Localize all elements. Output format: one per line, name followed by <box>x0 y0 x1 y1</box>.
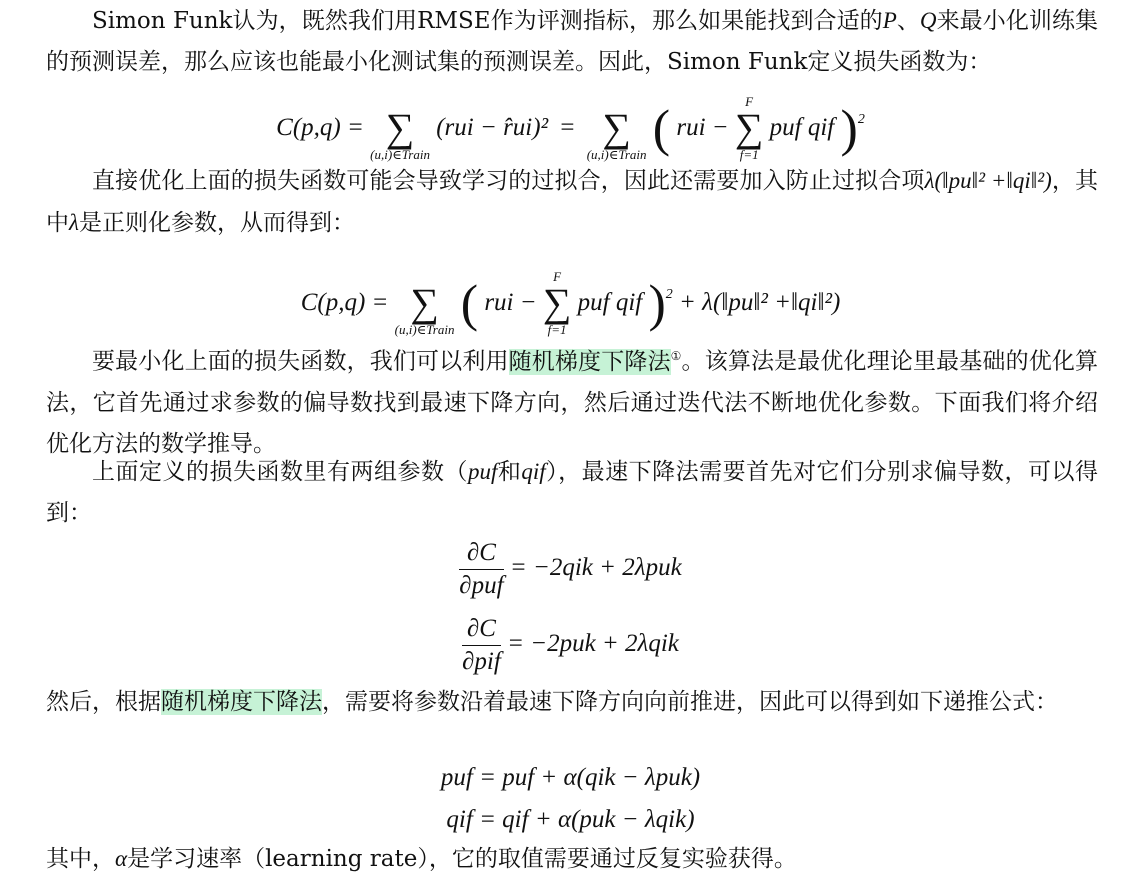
params-and: 和 <box>497 459 522 485</box>
eq4-fraction <box>462 613 501 678</box>
eq1-sum-top: F <box>745 94 754 110</box>
eq2-square: 2 <box>665 287 673 302</box>
eq2-sum-1: ∑ (u,i)∈Train <box>394 280 455 338</box>
paragraph-intro <box>46 0 1098 83</box>
equation-update-q <box>0 800 1141 840</box>
eq2-sum-2: F ∑ f=1 <box>542 269 572 338</box>
lr-text-b: 是学习速率（learning rate），它的取值需要通过反复实验获得。 <box>127 846 797 872</box>
eq2-paren-open: ( <box>460 275 479 333</box>
eq2-term2: puf qif <box>577 289 643 316</box>
eq1-equals: = <box>560 114 575 141</box>
paragraph-update-intro <box>46 682 1098 723</box>
reg-text-c: 是正则化参数，从而得到： <box>78 210 355 236</box>
equation-loss <box>0 80 1141 163</box>
eq1-paren-close: ) <box>840 100 858 158</box>
eq1-term1: (rui − r̂ui)² <box>436 114 549 141</box>
sgd-text-a: 要最小化上面的损失函数，我们可以利用 <box>92 348 509 375</box>
eq1-paren-open: ( <box>652 100 671 158</box>
intro-sep: 、 <box>896 8 920 34</box>
equation-update-p <box>0 758 1141 798</box>
eq1-sum-bot: f=1 <box>739 147 759 163</box>
eq2-term1: rui − <box>484 289 537 316</box>
var-q: Q <box>919 8 937 33</box>
footnote-marker[interactable]: ① <box>670 349 682 363</box>
eq2-sum-top: F <box>553 269 562 285</box>
eq3-rhs: = −2qik + 2λpuk <box>509 554 682 581</box>
sgd-highlight[interactable]: 随机梯度下降法 <box>508 348 671 375</box>
paragraph-regularization <box>46 160 1098 244</box>
param-qif: qif <box>521 459 546 484</box>
eq1-sum-3: F ∑ f=1 <box>734 94 764 163</box>
lambda-symbol: λ <box>69 210 79 235</box>
equation-partial-q <box>0 608 1141 680</box>
eq4-numerator: ∂C <box>462 613 501 646</box>
eq6-text: qif = qif + α(puk − λqik) <box>446 806 695 833</box>
sgd-text-b: 。该算法是最优化理论里最基础的优化算法，它首先通过求参数的偏导数找到最速下降方向，然后通过迭代法不断地优化参数。下面我们将介绍优化方法的数学推导。 <box>46 348 1099 457</box>
paragraph-parameters <box>46 451 1098 534</box>
params-text-a: 上面定义的损失函数里有两组参数（ <box>92 459 468 485</box>
equation-regularized-loss <box>0 255 1141 338</box>
eq2-sum-sub: (u,i)∈Train <box>394 322 455 338</box>
param-puf: puf <box>467 459 498 484</box>
eq2-reg: + λ(‖pu‖² +‖qi‖²) <box>679 289 841 316</box>
intro-text-a: Simon Funk认为，既然我们用RMSE作为评测指标，那么如果能找到合适的 <box>92 8 883 34</box>
eq1-sum-sub-2: (u,i)∈Train <box>586 147 647 163</box>
eq4-denominator: ∂pif <box>462 647 501 675</box>
eq1-term2: rui − <box>676 114 729 141</box>
eq1-sum-1: ∑ (u,i)∈Train <box>370 105 430 163</box>
eq2-sum-bot: f=1 <box>547 322 567 338</box>
intro-text-b: 来最小化训练集的预测误差，那么应该也能最小化测试集的预测误差。因此，Simon Funk定义损失函数为： <box>46 8 1099 75</box>
params-text-b: ），最速下降法需要首先对它们分别求偏导数，可以得到： <box>46 459 1099 526</box>
eq1-square: 2 <box>857 112 865 127</box>
paragraph-learning-rate <box>46 838 1098 880</box>
paragraph-sgd-intro <box>46 336 1098 465</box>
equation-partial-p <box>0 532 1141 604</box>
eq4-rhs: = −2puk + 2λqik <box>507 630 679 657</box>
update-text-a: 然后，根据 <box>46 689 161 715</box>
eq1-sum-sub: (u,i)∈Train <box>370 147 430 163</box>
reg-text-a: 直接优化上面的损失函数可能会导致学习的过拟合，因此还需要加入防止过拟合项 <box>92 168 925 194</box>
eq5-text: puf = puf + α(qik − λpuk) <box>440 764 701 791</box>
sgd-highlight-2[interactable]: 随机梯度下降法 <box>161 689 322 715</box>
reg-text-b: ，其中 <box>46 168 1099 236</box>
eq2-paren-close: ) <box>648 275 666 333</box>
eq1-lhs: C(p,q) = <box>276 114 364 141</box>
var-p: P <box>882 8 897 33</box>
reg-term: λ(‖pu‖² +‖qi‖²) <box>924 168 1052 193</box>
eq3-denominator: ∂puf <box>459 571 504 599</box>
eq1-term3: puf qif <box>769 114 835 141</box>
eq2-lhs: C(p,q) = <box>300 289 389 316</box>
update-text-b: ，需要将参数沿着最速下降方向向前推进，因此可以得到如下递推公式： <box>322 689 1058 715</box>
alpha-symbol: α <box>115 846 128 871</box>
lr-text-a: 其中， <box>46 846 115 872</box>
eq3-numerator: ∂C <box>459 537 503 570</box>
eq1-sum-2: ∑ (u,i)∈Train <box>586 105 647 163</box>
eq3-fraction <box>459 537 503 602</box>
